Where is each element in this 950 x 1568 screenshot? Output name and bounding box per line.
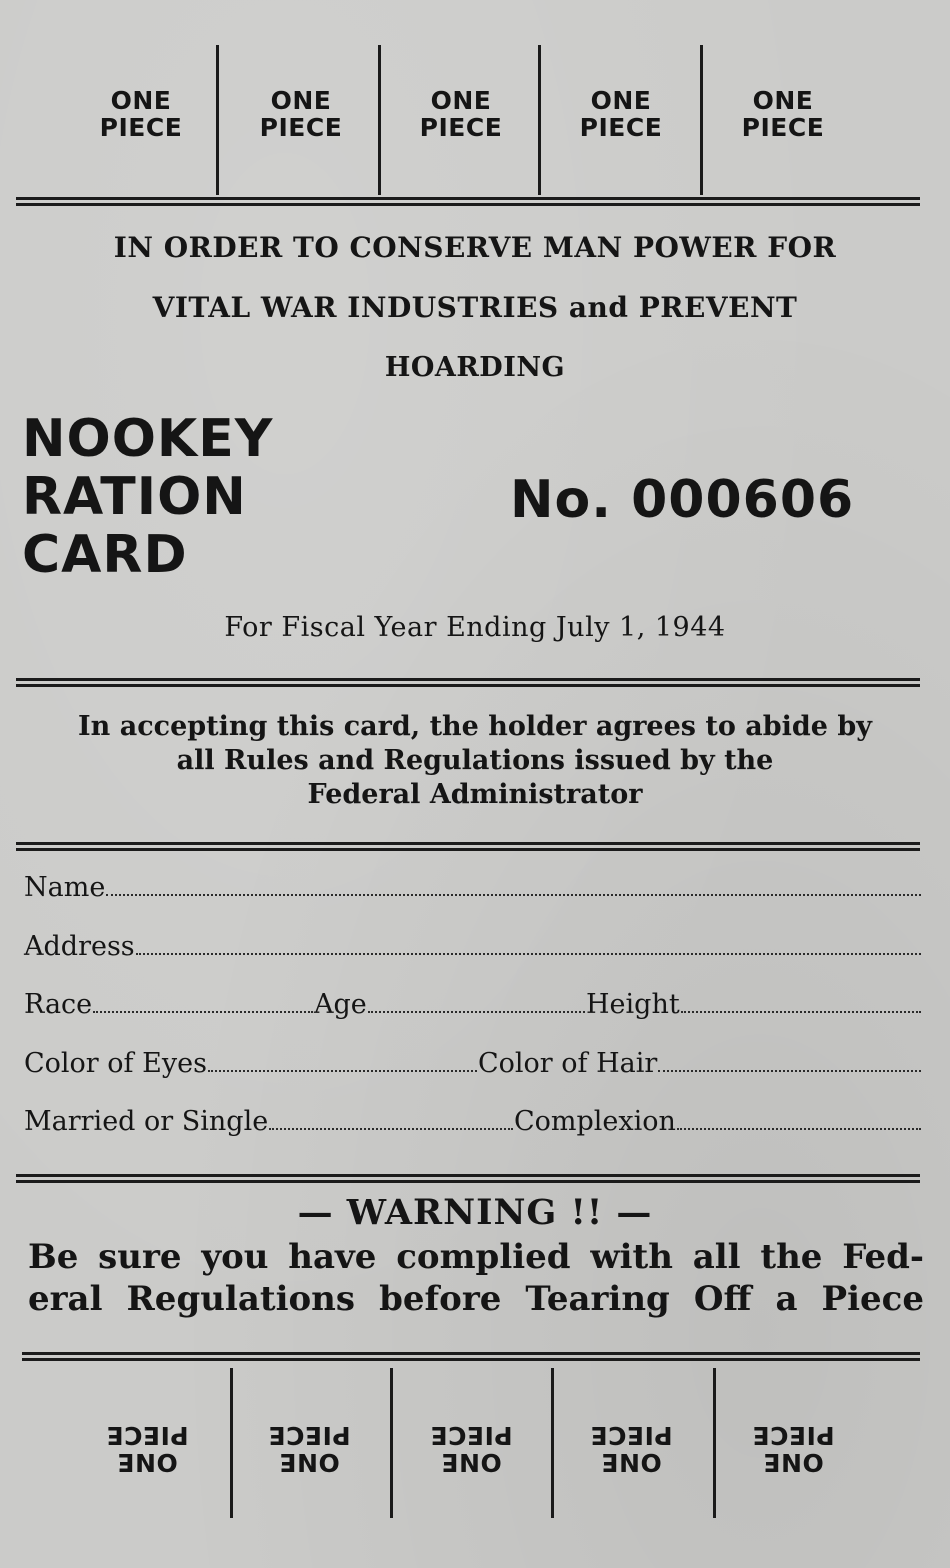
eye-color-label: Color of Eyes xyxy=(24,1047,207,1079)
coupon-label: ONE PIECE xyxy=(259,86,343,142)
perforation-line xyxy=(700,45,703,195)
perforation-line xyxy=(230,1368,233,1518)
coupon-label: ONE PIECE xyxy=(741,86,825,142)
hair-color-label: Color of Hair xyxy=(478,1047,658,1079)
agreement-line: Federal Administrator xyxy=(307,779,643,810)
double-rule xyxy=(16,197,920,206)
race-label: Race xyxy=(24,989,93,1020)
coupon-bottom-5[interactable] xyxy=(718,1368,868,1518)
perforation-line xyxy=(216,45,219,195)
complexion-label: Complexion xyxy=(514,1106,676,1137)
warning-body xyxy=(28,1236,924,1320)
agreement-line: all Rules and Regulations issued by the xyxy=(176,745,774,776)
coupon-bottom-1[interactable] xyxy=(72,1368,222,1518)
perforation-line xyxy=(390,1368,393,1518)
race-field[interactable] xyxy=(93,1011,313,1013)
perforation-line xyxy=(551,1368,554,1518)
top-coupon-strip xyxy=(0,45,950,195)
coupon-label: ONE PIECE xyxy=(267,1421,351,1477)
bottom-coupon-strip xyxy=(0,1368,950,1518)
form-row-marital-complexion xyxy=(24,1106,922,1165)
headline-line-1: IN ORDER TO CONSERVE MAN POWER FOR xyxy=(113,231,837,264)
form-row-race-age-height xyxy=(24,989,922,1048)
warning-line: Be sure you have complied with all the Fed- xyxy=(28,1237,924,1277)
form-row-address xyxy=(24,931,922,990)
card-number: No. 000606 xyxy=(510,470,855,530)
headline-line-3: HOARDING xyxy=(384,352,566,383)
coupon-top-5[interactable] xyxy=(708,45,858,195)
card-title xyxy=(22,410,273,584)
height-field[interactable] xyxy=(681,1011,921,1013)
card-title-line: CARD xyxy=(22,525,188,585)
hair-color-field[interactable] xyxy=(658,1070,921,1072)
agreement-text xyxy=(20,710,930,812)
coupon-bottom-3[interactable] xyxy=(396,1368,546,1518)
double-rule xyxy=(16,842,920,851)
fiscal-year: For Fiscal Year Ending July 1, 1944 xyxy=(224,612,726,643)
coupon-top-4[interactable] xyxy=(546,45,696,195)
perforation-line xyxy=(713,1368,716,1518)
coupon-top-1[interactable] xyxy=(66,45,216,195)
warning-line: eral Regulations before Tearing Off a Piece xyxy=(28,1279,924,1319)
coupon-label: ONE PIECE xyxy=(589,1421,673,1477)
form-row-eyes-hair xyxy=(24,1048,922,1107)
perforation-line xyxy=(378,45,381,195)
double-rule xyxy=(16,1174,920,1183)
marital-status-field[interactable] xyxy=(269,1128,513,1130)
warning-title: — WARNING !! — xyxy=(297,1192,653,1233)
coupon-bottom-2[interactable] xyxy=(234,1368,384,1518)
coupon-label: ONE PIECE xyxy=(99,86,183,142)
age-field[interactable] xyxy=(368,1011,585,1013)
coupon-top-3[interactable] xyxy=(386,45,536,195)
form-row-name xyxy=(24,872,922,931)
coupon-top-2[interactable] xyxy=(226,45,376,195)
name-field[interactable] xyxy=(106,894,921,896)
height-label: Height xyxy=(586,989,680,1020)
coupon-label: ONE PIECE xyxy=(751,1421,835,1477)
age-label: Age xyxy=(314,989,367,1020)
eye-color-field[interactable] xyxy=(208,1070,477,1072)
address-label: Address xyxy=(24,930,135,962)
coupon-bottom-4[interactable] xyxy=(556,1368,706,1518)
marital-status-label: Married or Single xyxy=(24,1106,269,1137)
perforation-line xyxy=(538,45,541,195)
coupon-label: ONE PIECE xyxy=(429,1421,513,1477)
coupon-label: ONE PIECE xyxy=(105,1421,189,1477)
agreement-line: In accepting this card, the holder agrees to abide by xyxy=(78,711,872,742)
address-field[interactable] xyxy=(136,953,921,955)
card-title-line: RATION xyxy=(22,467,247,527)
complexion-field[interactable] xyxy=(677,1128,921,1130)
coupon-label: ONE PIECE xyxy=(419,86,503,142)
double-rule xyxy=(22,1352,920,1361)
double-rule xyxy=(16,678,920,687)
headline-line-2: VITAL WAR INDUSTRIES and PREVENT xyxy=(152,291,798,324)
coupon-label: ONE PIECE xyxy=(579,86,663,142)
name-label: Name xyxy=(24,872,106,903)
holder-form xyxy=(24,872,922,1165)
card-title-line: NOOKEY xyxy=(22,409,274,469)
